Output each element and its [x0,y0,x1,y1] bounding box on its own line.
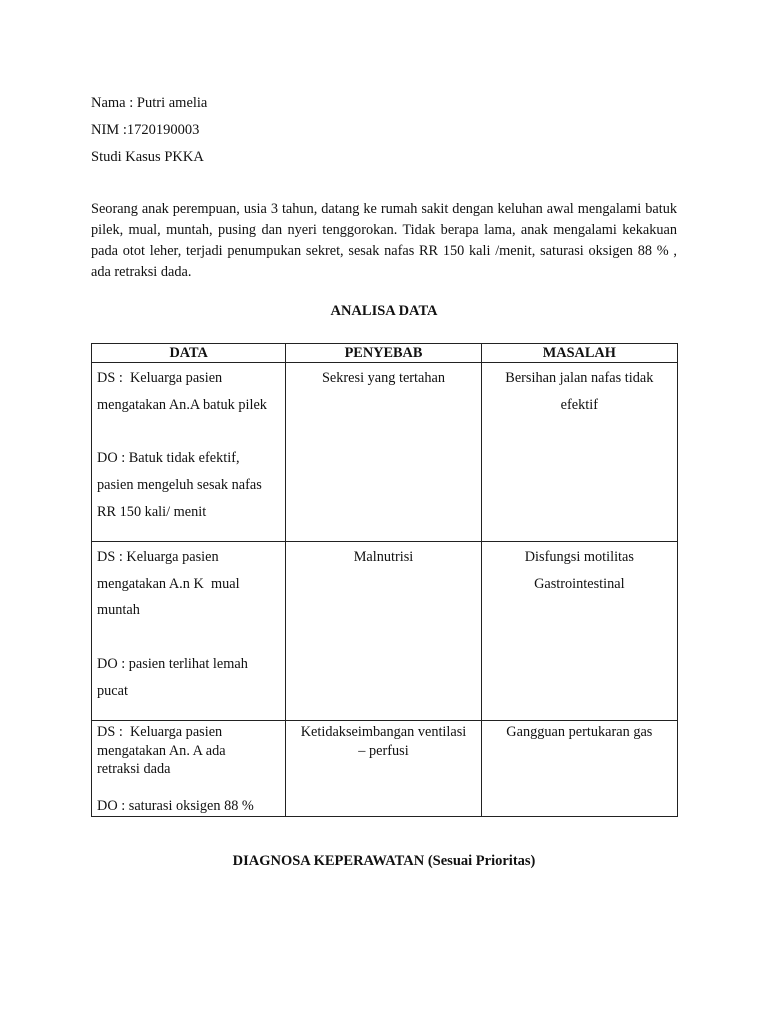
do-line: pasien mengeluh sesak nafas [97,476,262,493]
table-row [92,721,678,817]
table-header-row [92,344,678,363]
ds-line: DS : Keluarga pasien [97,370,223,386]
penyebab-line: Ketidakseimbangan ventilasi [300,724,467,740]
masalah-cell [481,721,677,817]
ds-line: DS : Keluarga pasien [97,724,223,740]
ds-line: mengatakan A.n K mual [97,575,240,592]
penyebab-line: Malnutrisi [353,549,414,565]
course-title: Studi Kasus PKKA [91,149,204,165]
student-nim: NIM :1720190003 [91,122,200,138]
ds-line: muntah [97,602,140,619]
do-line: RR 150 kali/ menit [97,503,207,520]
penyebab-cell [286,363,481,542]
data-cell [92,721,286,817]
table-row [92,542,678,721]
diagnosis-title: DIAGNOSA KEPERAWATAN (Sesuai Prioritas) [232,853,536,869]
ds-line: DS : Keluarga pasien [97,549,219,565]
do-line: DO : saturasi oksigen 88 % [97,798,254,814]
penyebab-line: Sekresi yang tertahan [321,370,446,386]
do-line: DO : pasien terlihat lemah [97,655,248,672]
analysis-title: ANALISA DATA [330,303,438,319]
column-header-masalah: MASALAH [481,344,677,363]
masalah-line: Bersihan jalan nafas tidak [505,370,654,386]
masalah-line: Disfungsi motilitas [524,549,634,565]
penyebab-cell [286,542,481,721]
student-name: Nama : Putri amelia [91,95,208,111]
data-cell [92,363,286,542]
penyebab-cell [286,721,481,817]
penyebab-line: – perfusi [358,742,409,759]
do-line: DO : Batuk tidak efektif, [97,450,240,467]
ds-line: mengatakan An.A batuk pilek [97,396,267,413]
column-header-data: DATA [92,344,286,363]
column-header-penyebab: PENYEBAB [286,344,481,363]
masalah-line: Gastrointestinal [534,575,625,592]
case-description: Seorang anak perempuan, usia 3 tahun, datang ke rumah sakit dengan keluhan awal mengalami batuk pilek, mual, muntah, pusing dan nyeri tenggorokan. Tidak berapa lama, anak mengalami kekakuan pada otot leher, terjadi penumpukan sekret, sesak nafas RR 150 kali /menit, saturasi oksigen 88 % , ada retraksi dada. [91,201,677,280]
ds-line: retraksi dada [97,761,171,777]
data-cell [92,542,286,721]
masalah-cell [481,363,677,542]
masalah-line: efektif [560,396,598,413]
do-line: pucat [97,682,128,699]
table-row [92,363,678,542]
analysis-table [91,343,678,817]
masalah-cell [481,542,677,721]
masalah-line: Gangguan pertukaran gas [506,724,653,740]
ds-line: mengatakan An. A ada [97,742,226,759]
